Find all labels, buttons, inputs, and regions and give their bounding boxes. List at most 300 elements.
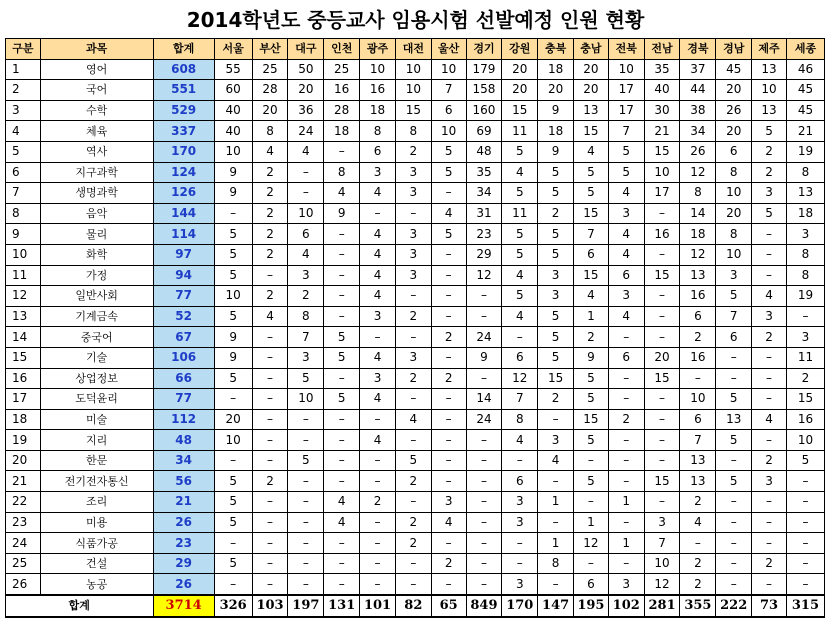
row-total-cell: 170	[153, 141, 214, 162]
region-value-cell: –	[574, 553, 609, 574]
row-total-cell: 97	[153, 244, 214, 265]
region-value-cell: 158	[466, 80, 502, 101]
region-value-cell: 2	[752, 553, 787, 574]
region-value-cell: 19	[786, 286, 824, 307]
region-value-cell: –	[395, 553, 431, 574]
region-value-cell: 2	[680, 574, 716, 595]
region-value-cell: 11	[502, 121, 538, 142]
region-value-cell: 8	[680, 183, 716, 204]
region-value-cell: 24	[466, 409, 502, 430]
region-value-cell: –	[431, 471, 466, 492]
region-value-cell: –	[252, 409, 288, 430]
region-value-cell: –	[752, 389, 787, 410]
region-value-cell: 2	[574, 327, 609, 348]
region-value-cell: –	[716, 368, 752, 389]
region-value-cell: 3	[608, 286, 644, 307]
region-value-cell: 3	[360, 306, 396, 327]
region-value-cell: 18	[324, 121, 360, 142]
region-value-cell: 4	[360, 389, 396, 410]
region-value-cell: –	[395, 430, 431, 451]
region-value-cell: 2	[252, 244, 288, 265]
region-value-cell: –	[680, 533, 716, 554]
region-value-cell: 60	[214, 80, 252, 101]
subject-cell: 미술	[40, 409, 153, 430]
region-value-cell: 2	[752, 141, 787, 162]
header-region: 강원	[502, 39, 538, 60]
region-value-cell: 15	[538, 368, 574, 389]
row-number: 4	[6, 121, 41, 142]
region-value-cell: –	[395, 286, 431, 307]
region-value-cell: –	[252, 574, 288, 595]
region-value-cell: 5	[502, 244, 538, 265]
region-value-cell: 2	[252, 203, 288, 224]
region-value-cell: –	[431, 286, 466, 307]
region-total-cell: 73	[752, 595, 787, 617]
region-value-cell: –	[288, 430, 324, 451]
region-value-cell: –	[431, 347, 466, 368]
region-value-cell: –	[360, 409, 396, 430]
region-value-cell: –	[574, 492, 609, 513]
region-value-cell: 15	[574, 203, 609, 224]
region-value-cell: 18	[786, 203, 824, 224]
row-number: 9	[6, 224, 41, 245]
region-value-cell: –	[214, 203, 252, 224]
region-value-cell: 18	[538, 59, 574, 80]
region-value-cell: 5	[288, 368, 324, 389]
region-value-cell: 16	[680, 347, 716, 368]
region-value-cell: 10	[644, 553, 680, 574]
subject-cell: 역사	[40, 141, 153, 162]
region-value-cell: –	[644, 327, 680, 348]
row-number: 5	[6, 141, 41, 162]
region-value-cell: –	[324, 574, 360, 595]
region-value-cell: –	[324, 224, 360, 245]
region-value-cell: –	[288, 492, 324, 513]
row-number: 21	[6, 471, 41, 492]
region-value-cell: 45	[786, 100, 824, 121]
region-value-cell: 3	[502, 574, 538, 595]
row-number: 22	[6, 492, 41, 513]
region-value-cell: 15	[574, 121, 609, 142]
table-row	[6, 512, 825, 533]
region-value-cell: 31	[466, 203, 502, 224]
region-value-cell: 44	[680, 80, 716, 101]
region-value-cell: 2	[395, 471, 431, 492]
region-value-cell: 6	[431, 100, 466, 121]
region-value-cell: 4	[360, 347, 396, 368]
region-value-cell: 17	[608, 100, 644, 121]
region-value-cell: 50	[288, 59, 324, 80]
region-value-cell: 9	[214, 183, 252, 204]
region-value-cell: –	[466, 286, 502, 307]
region-value-cell: 2	[608, 409, 644, 430]
region-value-cell: 29	[466, 244, 502, 265]
region-value-cell: 26	[716, 100, 752, 121]
region-value-cell: 4	[752, 286, 787, 307]
region-value-cell: 28	[252, 80, 288, 101]
region-value-cell: –	[214, 533, 252, 554]
row-total-cell: 337	[153, 121, 214, 142]
region-value-cell: 2	[252, 224, 288, 245]
row-number: 25	[6, 553, 41, 574]
region-value-cell: 10	[431, 121, 466, 142]
region-value-cell: 3	[360, 368, 396, 389]
recruitment-table	[5, 38, 825, 618]
region-value-cell: –	[608, 389, 644, 410]
region-value-cell: –	[252, 347, 288, 368]
region-value-cell: –	[574, 450, 609, 471]
region-value-cell: 4	[360, 286, 396, 307]
region-value-cell: 10	[214, 141, 252, 162]
region-value-cell: –	[395, 389, 431, 410]
grand-total: 3714	[153, 595, 214, 617]
region-value-cell: 4	[360, 224, 396, 245]
region-value-cell: 4	[502, 306, 538, 327]
region-value-cell: 5	[431, 162, 466, 183]
region-value-cell: 7	[574, 224, 609, 245]
region-value-cell: –	[538, 409, 574, 430]
row-total-cell: 124	[153, 162, 214, 183]
region-value-cell: 10	[608, 59, 644, 80]
region-value-cell: 4	[288, 141, 324, 162]
region-value-cell: 2	[395, 368, 431, 389]
region-value-cell: 3	[288, 347, 324, 368]
region-value-cell: 5	[608, 141, 644, 162]
region-value-cell: 3	[538, 286, 574, 307]
subject-cell: 국어	[40, 80, 153, 101]
row-number: 12	[6, 286, 41, 307]
region-total-cell: 102	[608, 595, 644, 617]
row-total-cell: 77	[153, 389, 214, 410]
region-value-cell: 15	[644, 471, 680, 492]
region-value-cell: –	[786, 553, 824, 574]
row-number: 7	[6, 183, 41, 204]
region-value-cell: –	[324, 553, 360, 574]
region-value-cell: –	[466, 471, 502, 492]
region-value-cell: –	[360, 553, 396, 574]
region-value-cell: 8	[395, 121, 431, 142]
subject-cell: 영어	[40, 59, 153, 80]
region-value-cell: 20	[502, 80, 538, 101]
region-value-cell: 4	[360, 244, 396, 265]
region-value-cell: 3	[395, 347, 431, 368]
region-value-cell: 16	[786, 409, 824, 430]
region-value-cell: –	[360, 574, 396, 595]
table-row	[6, 162, 825, 183]
table-row	[6, 203, 825, 224]
region-value-cell: 3	[395, 265, 431, 286]
region-value-cell: –	[538, 471, 574, 492]
row-number: 19	[6, 430, 41, 451]
region-total-cell: 355	[680, 595, 716, 617]
region-value-cell: 8	[716, 162, 752, 183]
region-value-cell: 5	[324, 327, 360, 348]
region-value-cell: 2	[431, 368, 466, 389]
subject-cell: 기술	[40, 347, 153, 368]
region-value-cell: 4	[608, 183, 644, 204]
region-value-cell: 24	[466, 327, 502, 348]
region-value-cell: 34	[680, 121, 716, 142]
region-value-cell: 15	[644, 141, 680, 162]
region-value-cell: 55	[214, 59, 252, 80]
region-value-cell: 5	[214, 471, 252, 492]
region-value-cell: –	[360, 471, 396, 492]
region-value-cell: 15	[395, 100, 431, 121]
table-row	[6, 59, 825, 80]
region-value-cell: –	[324, 430, 360, 451]
region-value-cell: 4	[252, 141, 288, 162]
table-row	[6, 450, 825, 471]
region-value-cell: –	[395, 203, 431, 224]
region-value-cell: 4	[608, 306, 644, 327]
region-value-cell: 10	[716, 244, 752, 265]
row-total-cell: 52	[153, 306, 214, 327]
region-value-cell: –	[608, 471, 644, 492]
row-number: 16	[6, 368, 41, 389]
header-region: 전남	[644, 39, 680, 60]
region-value-cell: 2	[252, 286, 288, 307]
region-value-cell: 2	[252, 162, 288, 183]
region-value-cell: 3	[395, 162, 431, 183]
region-value-cell: 5	[502, 141, 538, 162]
subject-cell: 가정	[40, 265, 153, 286]
region-value-cell: –	[502, 450, 538, 471]
region-value-cell: –	[466, 533, 502, 554]
region-value-cell: 5	[502, 286, 538, 307]
region-value-cell: 4	[502, 162, 538, 183]
region-total-cell: 147	[538, 595, 574, 617]
region-value-cell: 69	[466, 121, 502, 142]
region-value-cell: 5	[716, 286, 752, 307]
region-value-cell: 6	[680, 306, 716, 327]
region-value-cell: 4	[360, 430, 396, 451]
region-total-cell: 281	[644, 595, 680, 617]
region-value-cell: 10	[288, 203, 324, 224]
region-value-cell: 160	[466, 100, 502, 121]
table-row	[6, 471, 825, 492]
region-value-cell: 5	[214, 265, 252, 286]
region-value-cell: 26	[680, 141, 716, 162]
region-value-cell: 8	[502, 409, 538, 430]
region-value-cell: 16	[644, 224, 680, 245]
region-value-cell: 2	[288, 286, 324, 307]
region-value-cell: 48	[466, 141, 502, 162]
region-value-cell: –	[431, 409, 466, 430]
region-value-cell: –	[466, 306, 502, 327]
region-value-cell: 5	[431, 141, 466, 162]
region-value-cell: –	[324, 265, 360, 286]
region-value-cell: 15	[574, 265, 609, 286]
region-value-cell: –	[786, 574, 824, 595]
row-number: 26	[6, 574, 41, 595]
region-value-cell: 5	[538, 347, 574, 368]
region-value-cell: 21	[644, 121, 680, 142]
table-row	[6, 244, 825, 265]
region-value-cell: 7	[431, 80, 466, 101]
table-row	[6, 492, 825, 513]
subject-cell: 한문	[40, 450, 153, 471]
region-value-cell: –	[395, 327, 431, 348]
region-value-cell: 13	[752, 100, 787, 121]
region-value-cell: 10	[360, 59, 396, 80]
region-value-cell: 36	[288, 100, 324, 121]
region-total-cell: 170	[502, 595, 538, 617]
region-value-cell: –	[608, 430, 644, 451]
region-value-cell: 2	[395, 141, 431, 162]
region-value-cell: –	[786, 512, 824, 533]
region-value-cell: 38	[680, 100, 716, 121]
region-total-cell: 65	[431, 595, 466, 617]
region-value-cell: 12	[644, 574, 680, 595]
region-value-cell: 5	[214, 368, 252, 389]
region-value-cell: –	[324, 141, 360, 162]
region-value-cell: –	[288, 553, 324, 574]
region-value-cell: –	[716, 512, 752, 533]
table-row	[6, 574, 825, 595]
region-value-cell: –	[644, 286, 680, 307]
row-number: 2	[6, 80, 41, 101]
region-value-cell: 2	[752, 450, 787, 471]
region-value-cell: 5	[608, 162, 644, 183]
region-value-cell: –	[644, 244, 680, 265]
region-value-cell: –	[252, 265, 288, 286]
page-title: 2014학년도 중등교사 임용시험 선발예정 인원 현황	[186, 8, 645, 32]
region-total-cell: 849	[466, 595, 502, 617]
table-row	[6, 141, 825, 162]
row-number: 17	[6, 389, 41, 410]
region-value-cell: 7	[288, 327, 324, 348]
region-value-cell: –	[431, 450, 466, 471]
region-value-cell: 3	[502, 512, 538, 533]
region-value-cell: 20	[716, 121, 752, 142]
region-value-cell: 4	[538, 450, 574, 471]
region-value-cell: 12	[574, 533, 609, 554]
table-row	[6, 183, 825, 204]
region-value-cell: 3	[644, 512, 680, 533]
region-total-cell: 82	[395, 595, 431, 617]
region-value-cell: –	[360, 327, 396, 348]
subject-cell: 미용	[40, 512, 153, 533]
region-value-cell: –	[716, 553, 752, 574]
region-value-cell: –	[252, 430, 288, 451]
subject-cell: 도덕윤리	[40, 389, 153, 410]
region-value-cell: 25	[252, 59, 288, 80]
region-value-cell: 4	[360, 183, 396, 204]
row-number: 24	[6, 533, 41, 554]
region-value-cell: 4	[574, 286, 609, 307]
region-value-cell: 5	[214, 244, 252, 265]
region-value-cell: 20	[214, 409, 252, 430]
region-value-cell: –	[752, 430, 787, 451]
row-number: 11	[6, 265, 41, 286]
region-value-cell: 8	[786, 162, 824, 183]
region-value-cell: 2	[252, 471, 288, 492]
region-value-cell: 5	[214, 492, 252, 513]
region-value-cell: 4	[431, 512, 466, 533]
region-value-cell: 20	[574, 59, 609, 80]
header-region: 경남	[716, 39, 752, 60]
region-value-cell: 8	[252, 121, 288, 142]
region-value-cell: 17	[644, 183, 680, 204]
region-value-cell: 4	[324, 512, 360, 533]
region-value-cell: 7	[608, 121, 644, 142]
region-value-cell: –	[608, 327, 644, 348]
row-number: 18	[6, 409, 41, 430]
region-value-cell: 5	[538, 162, 574, 183]
region-value-cell: 12	[680, 244, 716, 265]
region-value-cell: –	[214, 574, 252, 595]
region-value-cell: –	[716, 533, 752, 554]
row-total-cell: 94	[153, 265, 214, 286]
region-value-cell: 7	[680, 430, 716, 451]
region-value-cell: 46	[786, 59, 824, 80]
region-value-cell: 3	[431, 492, 466, 513]
region-value-cell: 8	[786, 244, 824, 265]
region-value-cell: 13	[574, 100, 609, 121]
region-value-cell: 13	[786, 183, 824, 204]
region-value-cell: 2	[752, 327, 787, 348]
region-value-cell: –	[644, 389, 680, 410]
region-value-cell: 7	[716, 306, 752, 327]
region-value-cell: 9	[538, 100, 574, 121]
region-value-cell: 5	[716, 471, 752, 492]
subject-cell: 일반사회	[40, 286, 153, 307]
header-region: 인천	[324, 39, 360, 60]
region-value-cell: 2	[395, 533, 431, 554]
region-value-cell: 13	[680, 450, 716, 471]
region-value-cell: 4	[360, 265, 396, 286]
header-region: 서울	[214, 39, 252, 60]
region-value-cell: –	[360, 450, 396, 471]
region-total-cell: 222	[716, 595, 752, 617]
region-value-cell: –	[431, 430, 466, 451]
region-value-cell: –	[752, 265, 787, 286]
subject-cell: 상업정보	[40, 368, 153, 389]
region-value-cell: –	[786, 533, 824, 554]
region-value-cell: 5	[214, 306, 252, 327]
region-value-cell: –	[752, 347, 787, 368]
region-value-cell: –	[644, 450, 680, 471]
region-value-cell: 40	[644, 80, 680, 101]
region-value-cell: –	[608, 368, 644, 389]
region-value-cell: –	[786, 471, 824, 492]
row-number: 14	[6, 327, 41, 348]
region-value-cell: 10	[288, 389, 324, 410]
region-value-cell: 5	[214, 224, 252, 245]
region-value-cell: 5	[538, 183, 574, 204]
region-value-cell: 12	[680, 162, 716, 183]
row-number: 8	[6, 203, 41, 224]
region-value-cell: 6	[502, 347, 538, 368]
region-value-cell: 37	[680, 59, 716, 80]
subject-cell: 음악	[40, 203, 153, 224]
region-value-cell: 3	[608, 574, 644, 595]
row-number: 23	[6, 512, 41, 533]
region-value-cell: 5	[786, 450, 824, 471]
region-value-cell: 3	[752, 183, 787, 204]
row-total-cell: 26	[153, 574, 214, 595]
row-total-cell: 29	[153, 553, 214, 574]
region-value-cell: 2	[252, 183, 288, 204]
region-value-cell: 6	[716, 141, 752, 162]
region-value-cell: –	[324, 409, 360, 430]
table-row	[6, 80, 825, 101]
region-value-cell: –	[716, 492, 752, 513]
region-value-cell: 13	[716, 409, 752, 430]
region-value-cell: 2	[680, 553, 716, 574]
region-value-cell: –	[324, 286, 360, 307]
region-value-cell: 1	[538, 492, 574, 513]
